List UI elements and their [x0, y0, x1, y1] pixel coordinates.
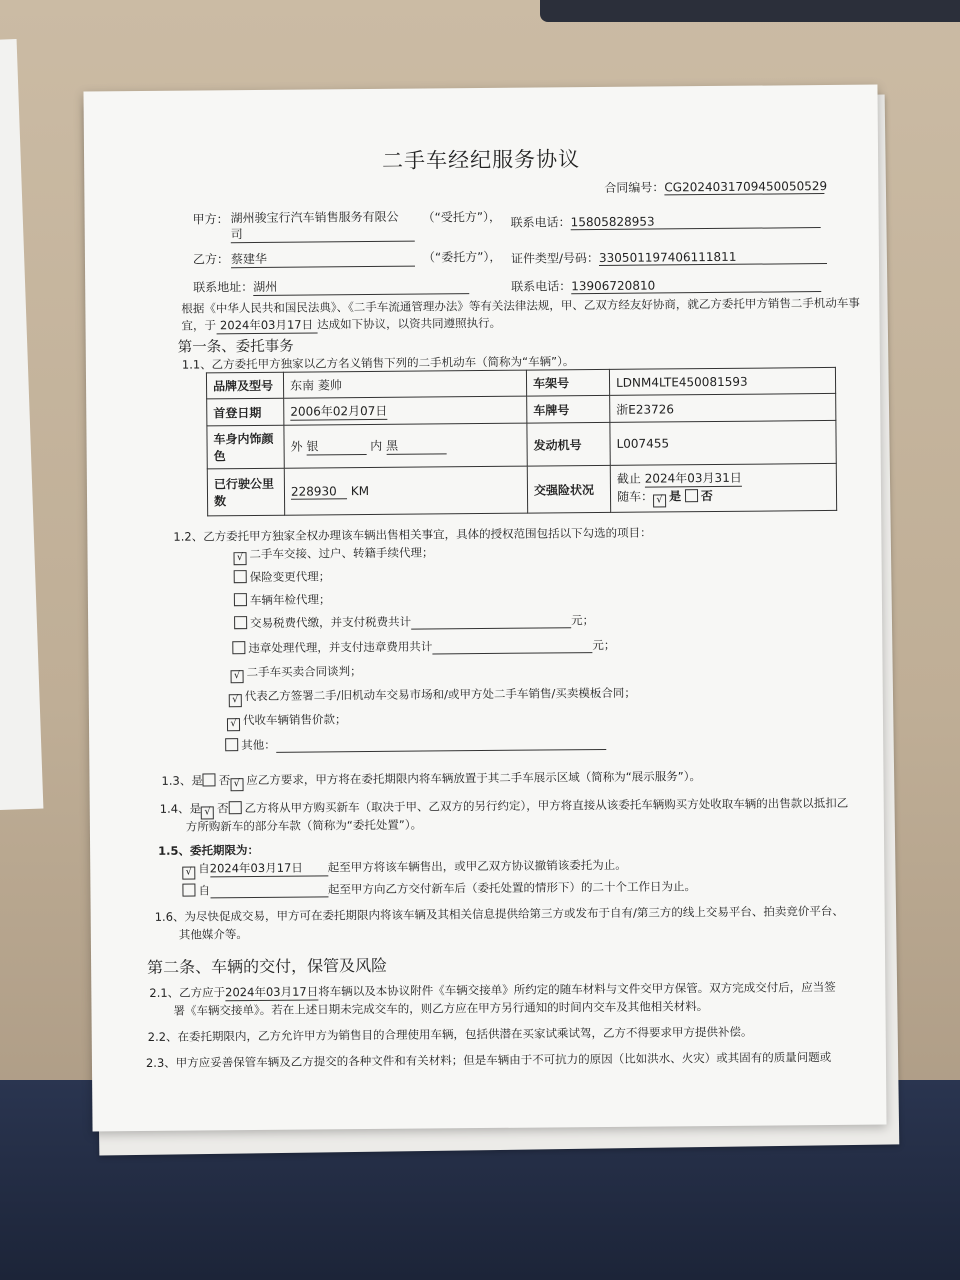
reg-date-value: 2006年02月07日 [284, 396, 527, 425]
scope-item: √ 代表乙方签署二手/旧机动车交易市场和/或甲方处二手车销售/买卖模板合同； [229, 685, 636, 708]
scope-checkbox[interactable]: √ [229, 694, 242, 707]
clause-2-1-cont: 署《车辆交接单》。若在上述日期未完成交车的，则乙方应在甲方另行通知的时间内交车及其他相关材料。 [173, 999, 709, 1018]
reg-date-label: 首登日期 [207, 398, 284, 426]
party-b-name: 蔡建华 [231, 249, 415, 269]
scope-checkbox[interactable] [225, 738, 238, 751]
table-row [207, 420, 836, 468]
showroom-no-checkbox[interactable]: √ [230, 778, 243, 791]
scope-item: √ 二手车交接、过户、转籍手续代理； [233, 544, 433, 565]
scope-item: 违章处理代理，并支付违章费用共计 元； [232, 637, 615, 656]
party-a-phone: 联系电话：15805828953 [511, 211, 821, 231]
mileage-value: 228930 KM [284, 466, 527, 515]
table-row [207, 463, 836, 515]
mileage-label: 已行驶公里数 [207, 468, 284, 516]
plate-label: 车牌号 [527, 395, 610, 423]
scope-item: 其他： [225, 734, 606, 753]
scope-item: 交易税费代缴，并支付税费共计 元； [234, 612, 594, 631]
party-a-role: （“受托方”）， [422, 209, 502, 225]
disposal-no-checkbox[interactable] [228, 801, 241, 814]
plate-value: 浙E23726 [610, 393, 836, 422]
disposal-yes-checkbox[interactable]: √ [201, 806, 214, 819]
clause-2-2: 2.2、在委托期限内，乙方允许甲方为销售目的合理使用车辆，包括供潜在买家试乘试驾，乙方不得要求甲方提供补偿。 [147, 1024, 753, 1044]
scope-checkbox[interactable] [232, 641, 245, 654]
contract-number: 合同编号：CG2024031709450050529 [604, 178, 828, 195]
term-1-checkbox[interactable]: √ [182, 867, 195, 880]
engine-value: L007455 [610, 420, 836, 465]
term-2-checkbox[interactable] [182, 884, 195, 897]
scope-checkbox[interactable]: √ [234, 552, 247, 565]
article-1-heading: 第一条、委托事务 [177, 338, 294, 356]
scope-checkbox[interactable] [234, 570, 247, 583]
clause-1-4: 1.4、是 √ 否 乙方将从甲方购买新车（取决于甲、乙双方的另行约定），甲方将直接从该委托车辆购买方处收取车辆的出售款以抵扣乙 [160, 795, 849, 820]
insurance-value: 截止 2024年03月31日 随车： √ 是 否 [610, 463, 836, 512]
vin-value: LDNM4LTE450081593 [609, 367, 835, 395]
term-option-2: 自 起至甲方向乙方交付新车后（委托处置的情形下）的二十个工作日为止。 [182, 878, 696, 898]
party-b-phone: 联系电话：13906720810 [511, 275, 821, 295]
clause-1-5-heading: 1.5、委托期限为： [158, 842, 260, 858]
party-b-label: 乙方： [192, 252, 230, 267]
preamble-line-1: 根据《中华人民共和国民法典》、《二手车流通管理办法》等有关法律法规，甲、乙双方经友好协商，就乙方委托甲方销售二手机动车事 [181, 295, 860, 316]
color-label: 车身内饰颜色 [207, 425, 284, 469]
clause-1-1: 1.1、乙方委托甲方独家以乙方名义销售下列的二手机动车（简称为“车辆”）。 [181, 354, 575, 372]
no-checkbox[interactable] [685, 489, 698, 502]
party-b-id: 证件类型/号码：330501197406111811 [511, 247, 827, 267]
party-a-name: 湖州骏宝行汽车销售服务有限公 司 [231, 209, 415, 244]
insurance-label: 交强险状况 [527, 465, 610, 513]
scope-item: √ 代收车辆销售价款； [227, 711, 347, 731]
yes-checkbox[interactable]: √ [653, 494, 666, 507]
laptop-edge [540, 0, 960, 22]
scope-item: √ 二手车买卖合同谈判； [230, 663, 361, 683]
vin-label: 车架号 [526, 369, 609, 396]
party-a-label: 甲方： [192, 212, 229, 227]
color-value: 外 银 内 黑 [284, 423, 527, 468]
brand-label: 品牌及型号 [206, 372, 283, 399]
party-b-role: （“委托方”）， [422, 249, 502, 265]
party-b-address: 联系地址：湖州 [193, 276, 469, 296]
term-option-1: √ 自2024年03月17日 起至甲方将该车辆售出，或甲乙双方协议撤销该委托为止。 [182, 857, 627, 880]
engine-label: 发动机号 [527, 422, 610, 466]
scope-checkbox[interactable] [234, 616, 247, 629]
clause-2-3: 2.3、甲方应妥善保管车辆及乙方提交的各种文件和有关材料；但是车辆由于不可抗力的原因（比如洪水、火灾）或其固有的质量问题或 [145, 1049, 832, 1070]
contract-page [83, 85, 886, 1132]
scope-item: 保险变更代理； [234, 568, 331, 585]
brand-value: 东南 菱帅 [283, 370, 526, 398]
clause-2-1: 2.1、乙方应于2024年03月17日将车辆以及本协议附件《车辆交接单》所约定的随车材料与文件交甲方保管。双方完成交付后，应当签 [149, 979, 836, 1000]
clause-1-6-cont: 其他媒介等。 [178, 927, 248, 942]
clause-1-2: 1.2、乙方委托甲方独家全权办理该车辆出售相关事宜，具体的授权范围包括以下勾选的项目： [173, 525, 652, 544]
clause-1-4-cont: 方所购新车的部分车款（简称为“委托处置”）。 [185, 817, 423, 834]
scope-item: 车辆年检代理； [234, 591, 331, 608]
scope-checkbox[interactable]: √ [227, 718, 240, 731]
clause-1-6: 1.6、为尽快促成交易，甲方可在委托期限内将该车辆及其相关信息提供给第三方或发布于自有/第三方的线上交易平台、拍卖竞价平台、 [154, 903, 844, 924]
scope-checkbox[interactable] [234, 593, 247, 606]
vehicle-info-table [206, 367, 837, 516]
clause-1-3: 1.3、是 否 √ 应乙方要求，甲方将在委托期限内将车辆放置于其二手车展示区域（简称为“展示服务”）。 [161, 768, 701, 792]
document-title: 二手车经纪服务协议 [381, 147, 581, 173]
scope-checkbox[interactable]: √ [231, 670, 244, 683]
preamble-line-2: 宜，于 2024年03月17日 达成如下协议，以资共同遵照执行。 [181, 315, 502, 333]
article-2-heading: 第二条、车辆的交付，保管及风险 [147, 955, 388, 977]
showroom-yes-checkbox[interactable] [203, 773, 216, 786]
